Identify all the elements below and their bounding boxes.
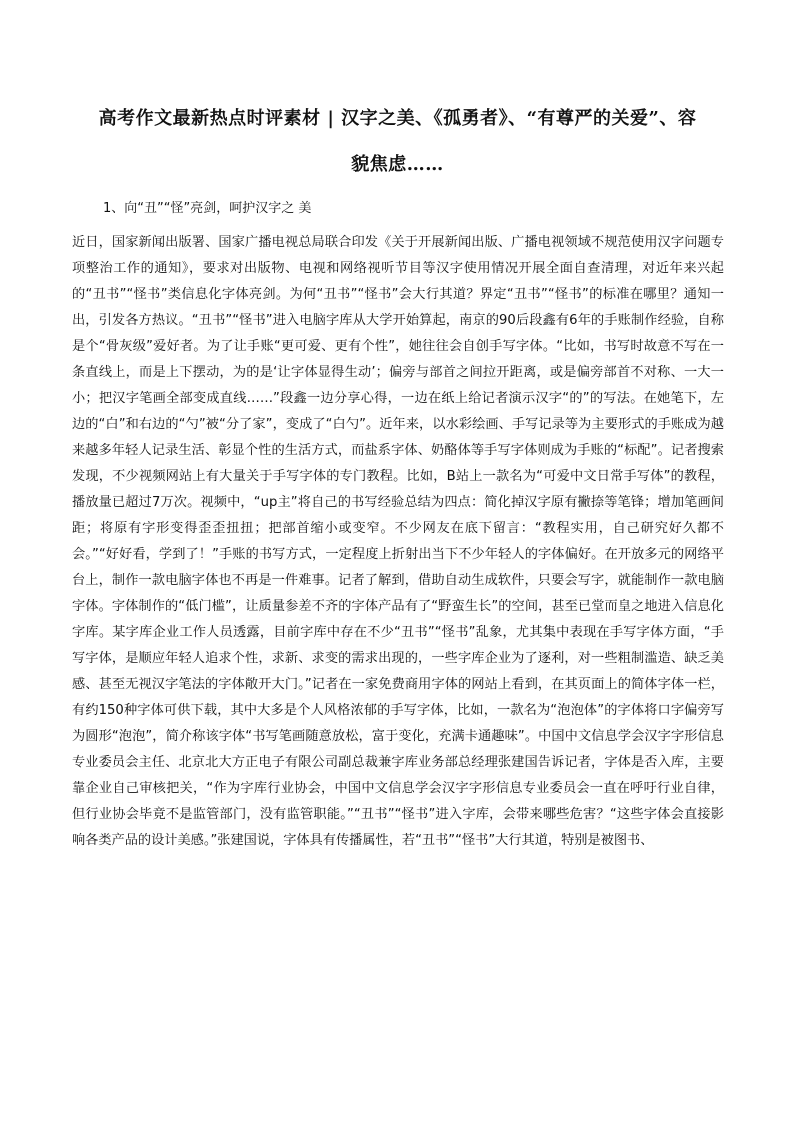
body-paragraph: 近日，国家新闻出版署、国家广播电视总局联合印发《关于开展新闻出版、广播电视领域不规范使用汉字问题专项整治工作的通知》，要求对出版物、电视和网络视听节目等汉字使用情况开展全面自查清理，对近年来兴起的“丑书”“怪书”类信息化字体亮剑。为何“丑书”“怪书”会大行其道？界定“丑书”“怪书”的标准在哪里？通知一出，引发各方热议。“丑书”“怪书”进入电脑字库从大学开始算起，南京的90后段鑫有6年的手账制作经验，自称是个“骨灰级”爱好者。为了让手账“更可爱、更有个性”，她往往会自创手写字体。“比如，书写时故意不写在一条直线上，而是上下摆动，为的是‘让字体显得生动’；偏旁与部首之间拉开距离，或是偏旁部首不对称、一大一小；把汉字笔画全部变成直线……”段鑫一边分享心得，一边在纸上给记者演示汉字“的”的写法。在她笔下，左边的“白”和右边的“勺”被“分了家”，变成了“白勺”。近年来，以水彩绘画、手写记录等为主要形式的手账成为越来越多年轻人记录生活、彰显个性的生活方式，而盐系字体、奶酪体等手写字体则成为手账的“标配”。记者搜索发现，不少视频网站上有大量关于手写字体的专门教程。比如，B站上一款名为“可爱中文日常手写体”的教程，播放量已超过7万次。视频中，“up主”将自己的书写经验总结为四点：简化掉汉字原有撇捺等笔锋；增加笔画间距；将原有字形变得歪歪扭扭；把部首缩小或变窄。不少网友在底下留言：“教程实用，自己研究好久都不会。”“好好看，学到了！”手账的书写方式，一定程度上折射出当下不少年轻人的字体偏好。在开放多元的网络平台上，制作一款电脑字体也不再是一件难事。记者了解到，借助自动生成软件，只要会写字，就能制作一款电脑字体。字体制作的“低门槛”，让质量参差不齐的字体产品有了“野蛮生长”的空间，甚至已堂而皇之地进入信息化字库。某字库企业工作人员透露，目前字库中存在不少“丑书”“怪书”乱象，尤其集中表现在手写字体方面，“手写字体，是顺应年轻人追求个性，求新、求变的需求出现的，一些字库企业为了逐利，对一些粗制滥造、缺乏美感、甚至无视汉字笔法的字体敞开大门。”记者在一家免费商用字体的网站上看到，在其页面上的简体字体一栏，有约150种字体可供下载，其中大多是个人风格浓郁的手写字体，比如，一款名为“泡泡体”的字体将口字偏旁写为圆形“泡泡”，简介称该字体“书写笔画随意放松，富于变化，充满卡通趣味”。中国中文信息学会汉字字形信息专业委员会主任、北京北大方正电子有限公司副总裁兼字库业务部总经理张建国告诉记者，字体是否入库，主要靠企业自己审核把关，“作为字库行业协会，中国中文信息学会汉字字形信息专业委员会一直在呼吁行业自律，但行业协会毕竟不是监管部门，没有监管职能。”“丑书”“怪书”进入字库，会带来哪些危害？“这些字体会直接影响各类产品的设计美感。”张建国说，字体具有传播属性，若“丑书”“怪书”大行其道，特别是被图书、 [72, 235, 724, 848]
section-heading: 1、向“丑”“怪”亮剑，呵护汉字之 美 [103, 201, 312, 216]
document-title: 高考作文最新热点时评素材 | 汉字之美、《孤勇者》、“有尊严的关爱”、容貌焦虑…… [98, 108, 697, 175]
